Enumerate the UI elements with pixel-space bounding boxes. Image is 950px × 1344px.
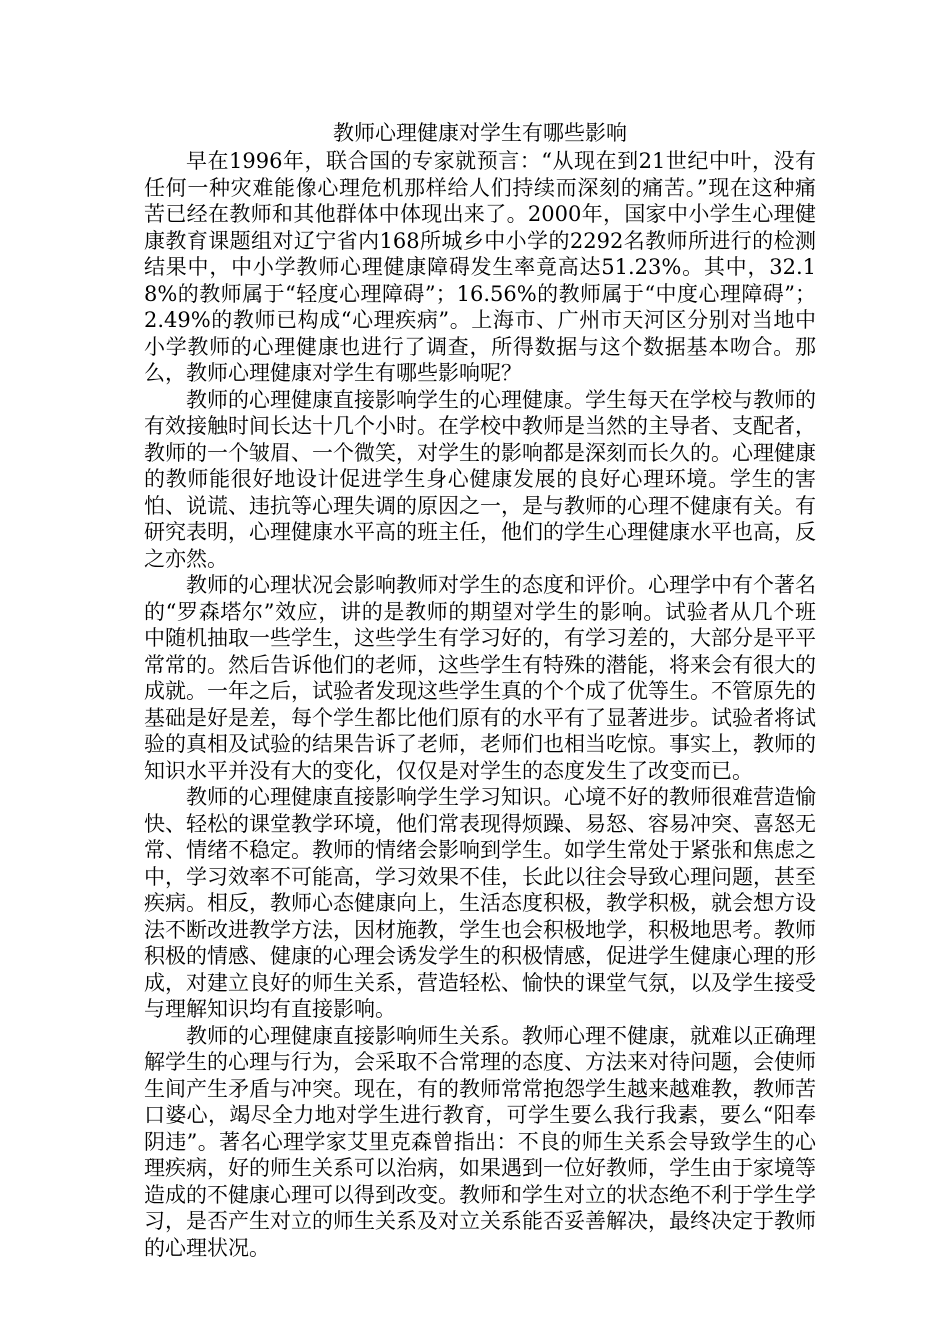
paragraph-teacher-student-relationship: 教师的心理健康直接影响师生关系。教师心理不健康，就难以正确理解学生的心理与行为，会采取不合常理的态度、方法来对待问题，会使师生间产生矛盾与冲突。现在，有的教师常常抱怨学生越来越难教，教师苦口婆心，竭尽全力地对学生进行教育，可学生要么我行我素，要么“阳奉阴违”。著名心理学家艾里克森曾指出：不良的师生关系会导致学生的心理疾病，好的师生关系可以治病，如果遇到一位好教师，学生由于家境等造成的不健康心理可以得到改变。教师和学生对立的状态绝不利于学生学习，是否产生对立的师生关系及对立关系能否妥善解决，最终决定于教师的心理状况。: [144, 1023, 816, 1260]
paragraph-attitude-evaluation: 教师的心理状况会影响教师对学生的态度和评价。心理学中有个著名的“罗森塔尔”效应，讲的是教师的期望对学生的影响。试验者从几个班中随机抽取一些学生，这些学生有学习好的，有学习差的，大部分是平平常常的。然后告诉他们的老师，这些学生有特殊的潜能，将来会有很大的成就。一年之后，试验者发现这些学生真的个个成了优等生。不管原先的基础是好是差，每个学生都比他们原有的水平有了显著进步。试验者将试验的真相及试验的结果告诉了老师，老师们也相当吃惊。事实上，教师的知识水平并没有大的变化，仅仅是对学生的态度发生了改变而已。: [144, 573, 816, 783]
paragraph-intro: 早在1996年，联合国的专家就预言：“从现在到21世纪中叶，没有任何一种灾难能像心理危机那样给人们持续而深刻的痛苦。”现在这种痛苦已经在教师和其他群体中体现出来了。2000年，国家中小学生心理健康教育课题组对辽宁省内168所城乡中小学的2292名教师所进行的检测结果中，中小学教师心理健康障碍发生率竟高达51.23%。其中，32.18%的教师属于“轻度心理障碍”；16.56%的教师属于“中度心理障碍”；2.49%的教师已构成“心理疾病”。上海市、广州市天河区分别对当地中小学教师的心理健康也进行了调查，所得数据与这个数据基本吻合。那么，教师心理健康对学生有哪些影响呢？: [144, 149, 816, 385]
paragraph-learning-knowledge: 教师的心理健康直接影响学生学习知识。心境不好的教师很难营造愉快、轻松的课堂教学环境，他们常表现得烦躁、易怒、容易冲突、喜怒无常、情绪不稳定。教师的情绪会影响到学生。如学生常处于紧张和焦虑之中，学习效率不可能高，学习效果不佳，长此以往会导致心理问题，甚至疾病。相反，教师心态健康向上，生活态度积极，教学积极，就会想方设法不断改进教学方法，因材施教，学生也会积极地学，积极地思考。教师积极的情感、健康的心理会诱发学生的积极情感，促进学生健康心理的形成，对建立良好的师生关系，营造轻松、愉快的课堂气氛，以及学生接受与理解知识均有直接影响。: [144, 785, 816, 1021]
paragraph-mental-health: 教师的心理健康直接影响学生的心理健康。学生每天在学校与教师的有效接触时间长达十几个小时。在学校中教师是当然的主导者、支配者，教师的一个皱眉、一个微笑，对学生的影响都是深刻而长久的。心理健康的教师能很好地设计促进学生身心健康发展的良好心理环境。学生的害怕、说谎、违抗等心理失调的原因之一，是与教师的心理不健康有关。有研究表明，心理健康水平高的班主任，他们的学生心理健康水平也高，反之亦然。: [144, 387, 816, 571]
document-title: 教师心理健康对学生有哪些影响: [333, 121, 627, 145]
document-body: [144, 118, 816, 1261]
